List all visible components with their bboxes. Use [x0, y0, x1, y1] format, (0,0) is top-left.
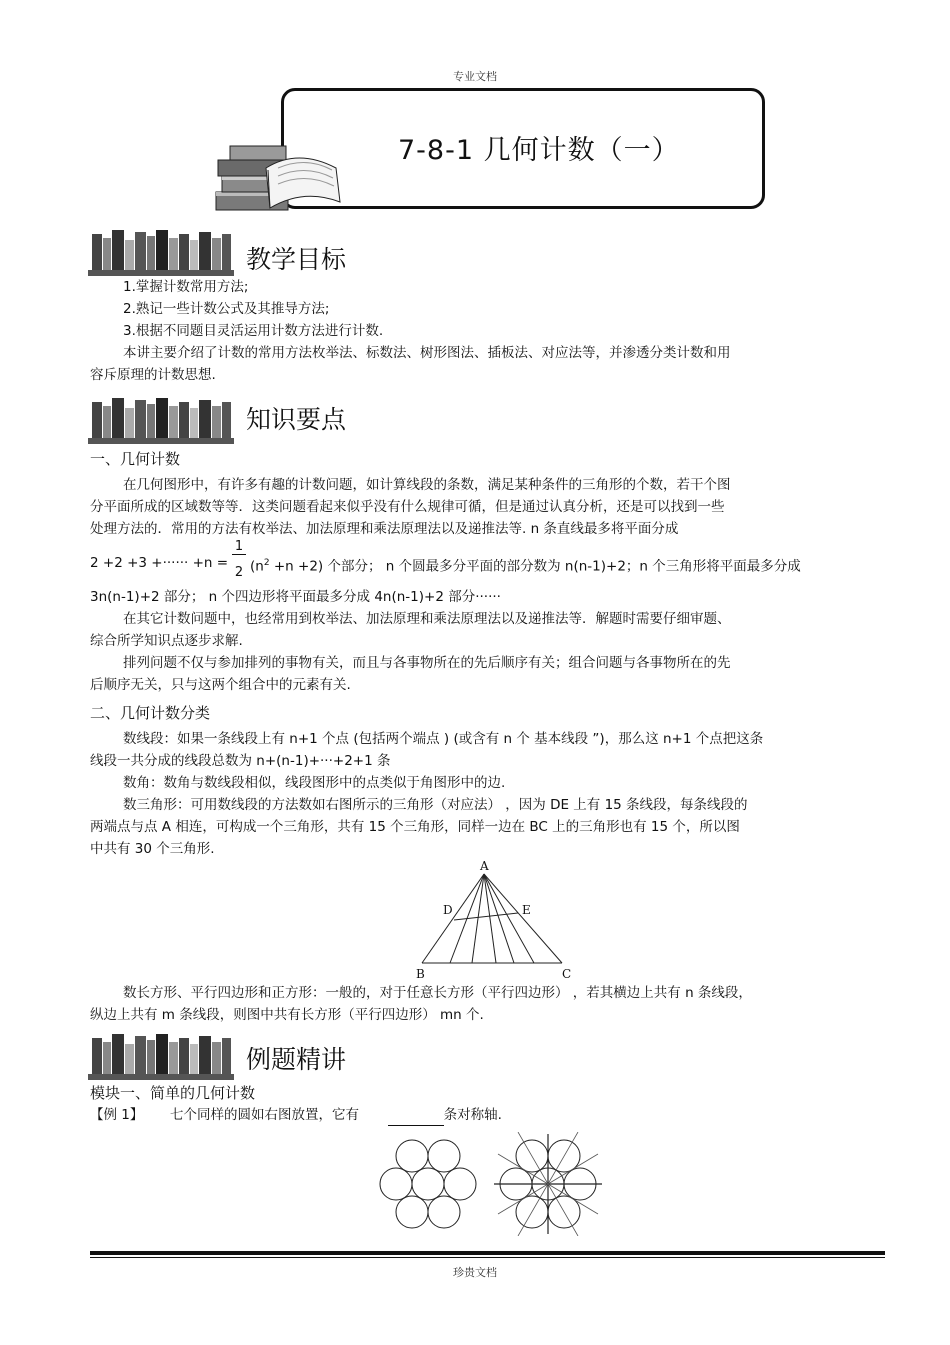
bookshelf-icon: [88, 1030, 234, 1080]
section-title-goals: 教学目标: [246, 245, 347, 274]
formula-right: [250, 552, 801, 578]
formula-exponent: 2: [263, 558, 270, 568]
paragraph-line: 综合所学知识点逐步求解.: [90, 633, 243, 649]
example-line: [90, 1104, 502, 1126]
paragraph-line: 数线段：如果一条线段上有 n+1 个点 (包括两个端点 ) (或含有 n 个 基本线段 ”)，那么这 n+1 个点把这条: [123, 731, 764, 747]
answer-blank: [388, 1111, 444, 1126]
page-footer: 珍贵文档: [453, 1266, 497, 1279]
subheading: 一、几何计数: [90, 450, 181, 468]
paragraph-line: 排列问题不仅与参加排列的事物有关，而且与各事物所在的先后顺序有关；组合问题与各事物所在的先: [123, 655, 731, 671]
label-D: D: [443, 903, 453, 917]
page-header: 专业文档: [453, 70, 497, 83]
paragraph-line: 3n(n-1)+2 部分； n 个四边形将平面最多分成 4n(n-1)+2 部分······: [90, 589, 501, 605]
paragraph-line: 处理方法的．常用的方法有枚举法、加法原理和乘法原理法以及递推法等. n 条直线最多将平面分成: [90, 521, 679, 537]
paragraph-line: 线段一共分成的线段总数为 n+(n-1)+···+2+1 条: [90, 753, 391, 769]
section-title-examples: 例题精讲: [246, 1045, 347, 1074]
example-text: 条对称轴.: [443, 1107, 502, 1123]
books-icon: [208, 138, 348, 218]
label-E: E: [522, 903, 531, 917]
goal-item: 3.根据不同题目灵活运用计数方法进行计数.: [123, 323, 384, 339]
formula-left: 2 +2 +3 +······ +n =: [90, 555, 229, 571]
paragraph-line: 纵边上共有 m 条线段，则图中共有长方形（平行四边形） mn 个.: [90, 1007, 484, 1023]
section-title-knowledge: 知识要点: [246, 405, 347, 434]
goal-item: 1.掌握计数常用方法;: [123, 279, 249, 295]
intro-line: 容斥原理的计数思想.: [90, 367, 216, 383]
bookshelf-icon: [88, 226, 234, 276]
paragraph-line: 数角：数角与数线段相似，线段图形中的点类似于角图形中的边.: [123, 775, 506, 791]
example-tag: 【例 1】: [90, 1107, 144, 1123]
paragraph-line: 后顺序无关，只与这两个组合中的元素有关.: [90, 677, 351, 693]
label-C: C: [562, 967, 572, 981]
formula-paren: (n: [250, 558, 264, 575]
paragraph-line: 在其它计数问题中，也经常用到枚举法、加法原理和乘法原理法以及递推法等．解题时需要仔细审题、: [123, 611, 731, 627]
label-A: A: [480, 859, 489, 873]
example-text: 七个同样的圆如右图放置，它有: [169, 1107, 359, 1123]
paragraph-line: 两端点与点 A 相连，可构成一个三角形，共有 15 个三角形，同样一边在 BC 上的三角形也有 15 个，所以图: [90, 819, 740, 835]
paragraph-line: 在几何图形中，有许多有趣的计数问题，如计算线段的条数，满足某种条件的三角形的个数，若干个图: [123, 477, 731, 493]
intro-line: 本讲主要介绍了计数的常用方法枚举法、标数法、树形图法、插板法、对应法等，并渗透分类计数和用: [123, 345, 731, 361]
paragraph-line: 分平面所成的区域数等等．这类问题看起来似乎没有什么规律可循，但是通过认真分析，还是可以找到一些: [90, 499, 725, 515]
triangle-figure: [410, 858, 580, 983]
bookshelf-icon: [88, 394, 234, 444]
paragraph-line: 数三角形：可用数线段的方法数如右图所示的三角形（对应法） ，因为 DE 上有 15 条线段，每条线段的: [123, 797, 748, 813]
footer-rule: [90, 1257, 885, 1258]
paragraph-line: 数长方形、平行四边形和正方形：一般的，对于任意长方形（平行四边形） ，若其横边上共有 n 条线段，: [123, 985, 752, 1001]
seven-circles-figure: [372, 1132, 484, 1236]
label-B: B: [416, 967, 425, 981]
module-heading: 模块一、简单的几何计数: [90, 1084, 256, 1102]
paragraph-line: 中共有 30 个三角形.: [90, 841, 215, 857]
seven-circles-axes-figure: [492, 1132, 604, 1236]
footer-rule: [90, 1251, 885, 1255]
goal-item: 2.熟记一些计数公式及其推导方法;: [123, 301, 330, 317]
fraction-denominator: 2: [234, 565, 244, 580]
formula-tail: +n +2) 个部分； n 个圆最多分平面的部分数为 n(n-1)+2；n 个三角形将平面最多分成: [269, 558, 801, 575]
subheading: 二、几何计数分类: [90, 704, 211, 722]
page-title: 7-8-1 几何计数（一）: [398, 135, 680, 166]
fraction-numerator: 1: [232, 540, 246, 555]
